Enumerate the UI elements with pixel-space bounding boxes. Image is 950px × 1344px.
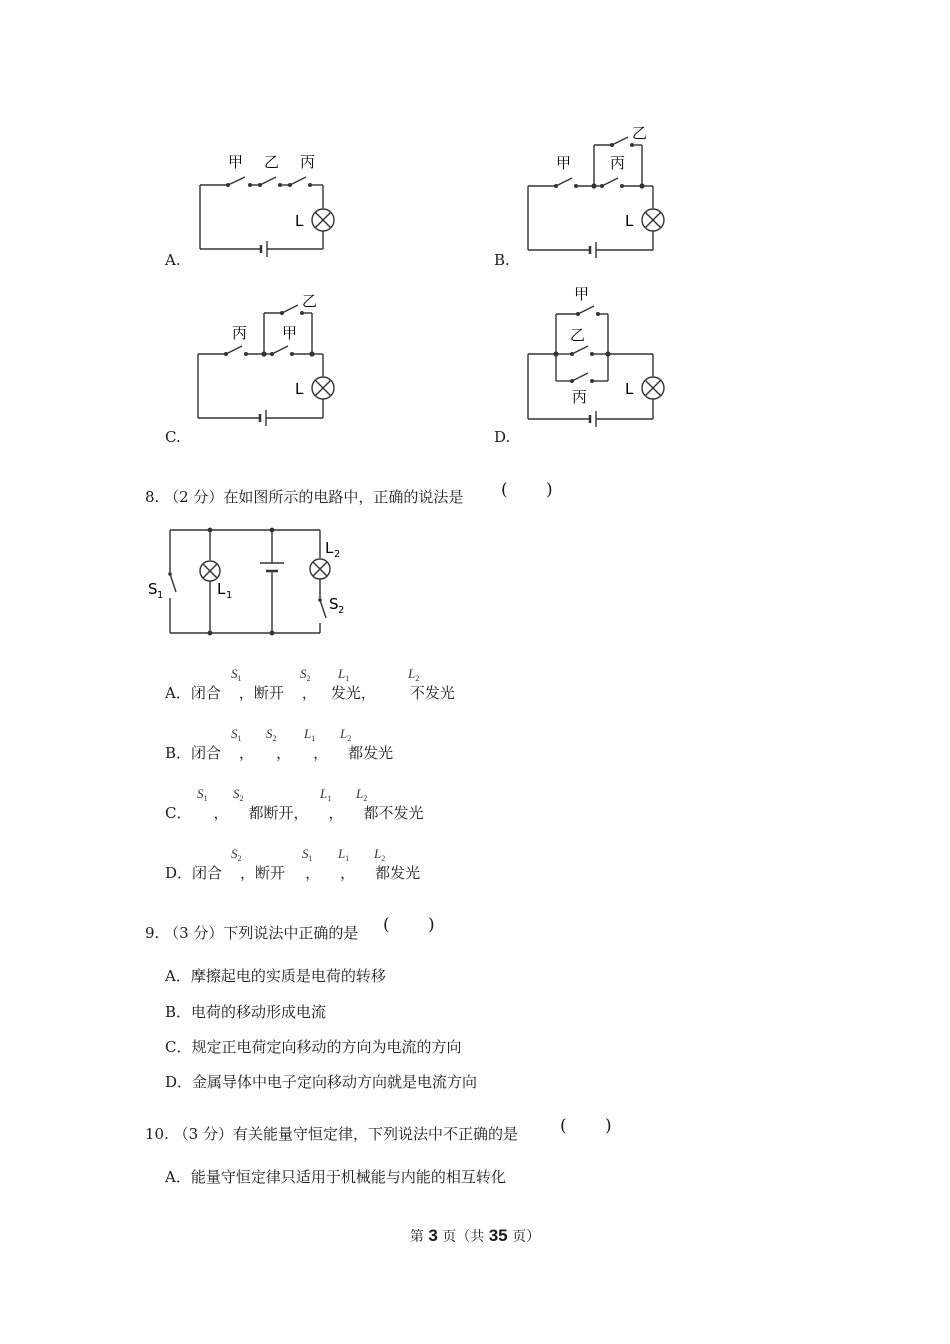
option-letter: A． [165,684,191,702]
symbol-l1: $L_1$ [320,786,332,803]
symbol-l2: $L_2$ [356,786,368,803]
q7-circuit-c [190,288,350,433]
option-letter: D． [165,1073,193,1091]
q8-option-c[interactable] [165,802,424,823]
switch-label-bing: 丙 [232,324,248,342]
symbol-s2: $S_2$ [233,786,244,803]
option-letter: A． [165,1168,191,1186]
symbol-l1: $L_1$ [304,726,316,743]
option-text: 都不发光 [363,804,424,822]
l1-sub: 1 [226,590,233,601]
q9-option-b[interactable] [165,1001,326,1022]
lamp-label: L [625,212,634,230]
option-text: ，断开 [238,684,284,702]
option-letter: B． [165,1003,192,1021]
option-letter: A． [165,967,191,985]
page-footer [0,1226,950,1246]
option-text: 闭合 [191,744,222,762]
switch-label-jia: 甲 [228,153,244,171]
symbol-l2: $L_2$ [374,846,386,863]
page-number: 3 [428,1226,438,1245]
symbol-s1: $S_1$ [231,726,242,743]
q8-score: （2 分） [164,488,224,506]
option-text: 闭合 [190,684,221,702]
q10-paren-close: ) [605,1116,612,1136]
symbol-s1: $S_1$ [302,846,313,863]
q10-paren-open: ( [560,1116,567,1136]
q8-option-b[interactable] [165,742,393,763]
lamp-label: L [295,380,304,398]
switch-label-jia: 甲 [574,285,590,303]
switch-label-yi: 乙 [632,124,648,142]
q9-paren-close: ) [428,915,435,935]
option-text: 不发光 [409,684,455,702]
option-text: 金属导体中电子定向移动方向就是电流方向 [192,1073,478,1091]
switch-label-jia: 甲 [556,154,572,172]
switch-label-yi: 乙 [570,326,586,344]
option-text: ， [213,804,229,822]
option-letter: C． [165,804,192,822]
option-text: 规定正电荷定向移动的方向为电流的方向 [191,1038,462,1056]
q8-number: 8. [145,488,160,506]
option-letter: B． [165,744,192,762]
symbol-s2: $S_2$ [231,846,242,863]
option-text: ， [328,804,344,822]
switch-label-yi: 乙 [302,292,318,310]
option-text: ， [305,864,321,882]
option-letter: D． [165,864,193,882]
symbol-l2: $L_2$ [340,726,352,743]
q10-score: （3 分） [173,1125,233,1143]
q9-number: 9. [145,924,160,942]
q7-option-c-letter: C. [165,428,181,446]
lamp-label: L [625,380,634,398]
option-text: 电荷的移动形成电流 [191,1003,327,1021]
switch-label-bing: 丙 [572,388,588,406]
option-letter: C． [165,1038,192,1056]
symbol-l1: $L_1$ [338,846,350,863]
option-text: 都发光 [375,864,421,882]
symbol-s1: $S_1$ [197,786,208,803]
option-text: 摩擦起电的实质是电荷的转移 [190,967,386,985]
q9-text: 下列说法中正确的是 [223,924,359,942]
switch-label-yi: 乙 [264,153,280,171]
q7-option-d-letter: D. [494,428,511,446]
q9-paren-open: ( [383,915,390,935]
q9-option-a[interactable] [165,965,386,986]
q8-option-a[interactable] [165,682,455,703]
q7-option-a-letter: A. [165,251,181,269]
q8-circuit [140,520,370,645]
option-text: 闭合 [192,864,223,882]
symbol-s2: $S_2$ [300,666,311,683]
option-text: ， [239,744,255,762]
switch-label-bing: 丙 [300,153,316,171]
q10-stem [145,1123,518,1144]
s2-sub: 2 [338,605,345,616]
lamp-label: L [295,212,304,230]
option-text: ， [313,744,329,762]
total-pages: 35 [488,1226,508,1245]
option-text: 能量守恒定律只适用于机械能与内能的相互转化 [190,1168,506,1186]
s1-label: S [148,580,158,598]
footer-text: 页） [507,1229,541,1245]
option-text: ， [340,864,356,882]
q8-option-d[interactable] [165,862,420,883]
q9-score: （3 分） [164,924,224,942]
symbol-s2: $S_2$ [266,726,277,743]
option-text: 都断开， [248,804,309,822]
q10-number: 10. [145,1125,169,1143]
option-text: 都发光 [348,744,394,762]
q7-option-b-letter: B. [494,251,510,269]
l2-label: L [325,539,334,557]
option-text: 发光， [330,684,376,702]
q9-stem [145,922,358,943]
q10-option-a[interactable] [165,1166,506,1187]
q7-circuit-d [520,282,680,432]
s1-sub: 1 [157,590,164,601]
s2-label: S [329,595,339,613]
option-text: ，断开 [240,864,286,882]
footer-text: 第 [409,1229,429,1245]
q8-paren-close: ) [546,480,553,500]
q8-paren-open: ( [501,480,508,500]
switch-label-jia: 甲 [282,324,298,342]
option-text: ， [301,684,317,702]
q8-stem [145,486,463,507]
l1-label: L [217,580,226,598]
symbol-s1: $S_1$ [231,666,242,683]
option-text: ， [276,744,292,762]
l2-sub: 2 [334,549,341,560]
q10-text: 有关能量守恒定律，下列说法中不正确的是 [232,1125,518,1143]
switch-label-bing: 丙 [610,154,626,172]
footer-text: 页（共 [437,1229,489,1245]
q7-circuit-b [520,120,680,265]
q9-option-d[interactable] [165,1071,477,1092]
q7-circuit-a [190,145,350,265]
q8-text: 在如图所示的电路中，正确的说法是 [223,488,464,506]
q9-option-c[interactable] [165,1036,462,1057]
symbol-l1: $L_1$ [338,666,350,683]
symbol-l2: $L_2$ [408,666,420,683]
